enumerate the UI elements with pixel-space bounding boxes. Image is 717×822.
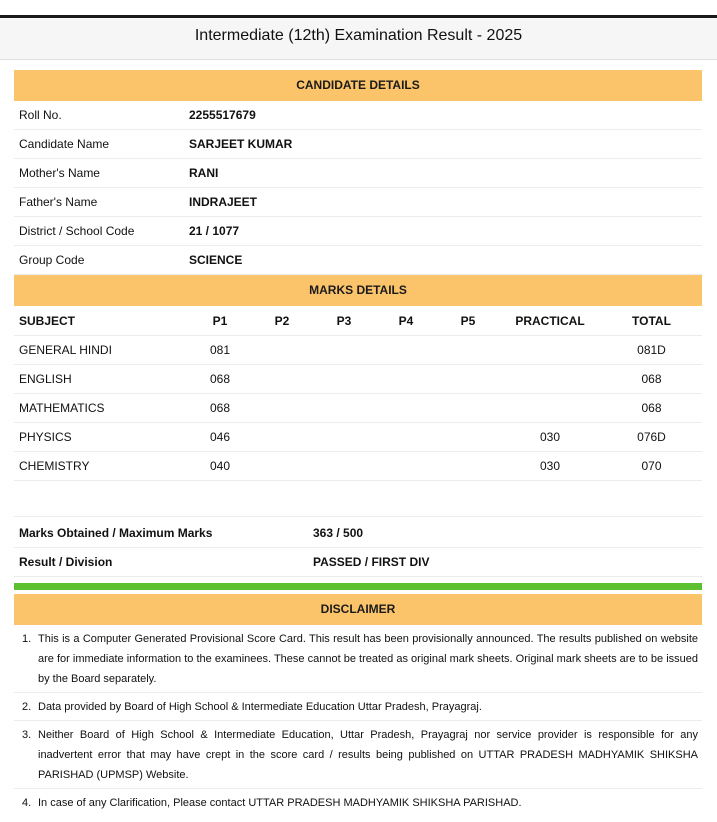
marks-obtained-row <box>14 519 702 548</box>
marks-obtained-label: Marks Obtained / Maximum Marks <box>19 526 213 540</box>
disclaimer-text: This is a Computer Generated Provisional Score Card. This result has been provisionally announced. The results published on website are for immediate information to the examinees. These cannot be treated as original mark sheets. Original mark sheets are to be issued by the Board separately. <box>38 633 698 685</box>
field-row-roll-no <box>14 101 702 130</box>
disclaimer-list <box>14 625 702 816</box>
field-row-district-school-code <box>14 217 702 246</box>
disclaimer-number: 1. <box>22 633 32 645</box>
top-divider <box>0 0 717 18</box>
result-division-row <box>14 548 702 577</box>
cell-subject: CHEMISTRY <box>19 459 90 473</box>
result-card <box>14 70 702 822</box>
field-row-mother-name <box>14 159 702 188</box>
field-row-group-code <box>14 246 702 275</box>
disclaimer-text: In case of any Clarification, Please contact UTTAR PRADESH MADHYAMIK SHIKSHA PARISHAD. <box>38 797 522 809</box>
cell-p1: 046 <box>209 430 231 444</box>
result-status-bar <box>14 583 702 590</box>
field-label: Candidate Name <box>19 137 110 151</box>
table-spacer-row <box>14 481 702 517</box>
field-value: INDRAJEET <box>189 195 258 209</box>
list-item <box>14 789 702 816</box>
col-header-practical: PRACTICAL <box>515 313 585 328</box>
table-row <box>14 452 702 481</box>
col-header-subject: SUBJECT <box>19 313 76 328</box>
field-label: Group Code <box>19 253 85 267</box>
page-title: Intermediate (12th) Examination Result - 2025 <box>0 18 717 60</box>
disclaimer-text: Neither Board of High School & Intermediate Education, Uttar Pradesh, Prayagraj nor service provider is responsible for any inadvertent error that may have crept in the score card / results being published on UTTAR PRADESH MADHYAMIK SHIKSHA PARISHAD (UPMSP) Website. <box>38 729 698 781</box>
field-value: 2255517679 <box>189 108 256 122</box>
field-row-father-name <box>14 188 702 217</box>
field-value: SARJEET KUMAR <box>189 137 293 151</box>
marks-table-header <box>14 306 702 336</box>
list-item <box>14 693 702 721</box>
disclaimer-text: Data provided by Board of High School & Intermediate Education Uttar Pradesh, Prayagraj. <box>38 701 482 713</box>
col-header-total: TOTAL <box>632 313 671 328</box>
table-row <box>14 423 702 452</box>
field-label: Roll No. <box>19 108 62 122</box>
cell-p1: 040 <box>209 459 231 473</box>
col-header-p5: P5 <box>460 313 476 328</box>
field-label: Mother's Name <box>19 166 100 180</box>
col-header-p2: P2 <box>274 313 290 328</box>
disclaimer-number: 4. <box>22 797 32 809</box>
col-header-p3: P3 <box>336 313 352 328</box>
result-division-label: Result / Division <box>19 555 113 569</box>
cell-total: 068 <box>641 401 662 415</box>
cell-practical: 030 <box>539 430 561 444</box>
field-row-candidate-name <box>14 130 702 159</box>
field-label: Father's Name <box>19 195 98 209</box>
disclaimer-number: 3. <box>22 729 32 741</box>
field-value: RANI <box>189 166 219 180</box>
cell-p1: 068 <box>209 372 231 386</box>
col-header-p4: P4 <box>398 313 414 328</box>
field-value: SCIENCE <box>189 253 243 267</box>
cell-total: 076D <box>637 430 666 444</box>
col-header-p1: P1 <box>212 313 228 328</box>
cell-total: 070 <box>641 459 662 473</box>
disclaimer-header: DISCLAIMER <box>14 594 702 625</box>
cell-subject: ENGLISH <box>19 372 72 386</box>
list-item <box>14 625 702 693</box>
field-label: District / School Code <box>19 224 135 238</box>
list-item <box>14 721 702 789</box>
result-division-value: PASSED / FIRST DIV <box>313 555 430 569</box>
marks-obtained-value: 363 / 500 <box>313 526 364 540</box>
cell-p1: 068 <box>209 401 231 415</box>
table-row <box>14 365 702 394</box>
marks-details-header: MARKS DETAILS <box>14 275 702 306</box>
candidate-details-header: CANDIDATE DETAILS <box>14 70 702 101</box>
cell-subject: GENERAL HINDI <box>19 343 112 357</box>
table-row <box>14 336 702 365</box>
cell-total: 068 <box>641 372 662 386</box>
table-row <box>14 394 702 423</box>
cell-p1: 081 <box>209 343 231 357</box>
cell-subject: PHYSICS <box>19 430 72 444</box>
cell-practical: 030 <box>539 459 561 473</box>
disclaimer-number: 2. <box>22 701 32 713</box>
field-value: 21 / 1077 <box>189 224 240 238</box>
cell-subject: MATHEMATICS <box>19 401 105 415</box>
cell-total: 081D <box>637 343 666 357</box>
